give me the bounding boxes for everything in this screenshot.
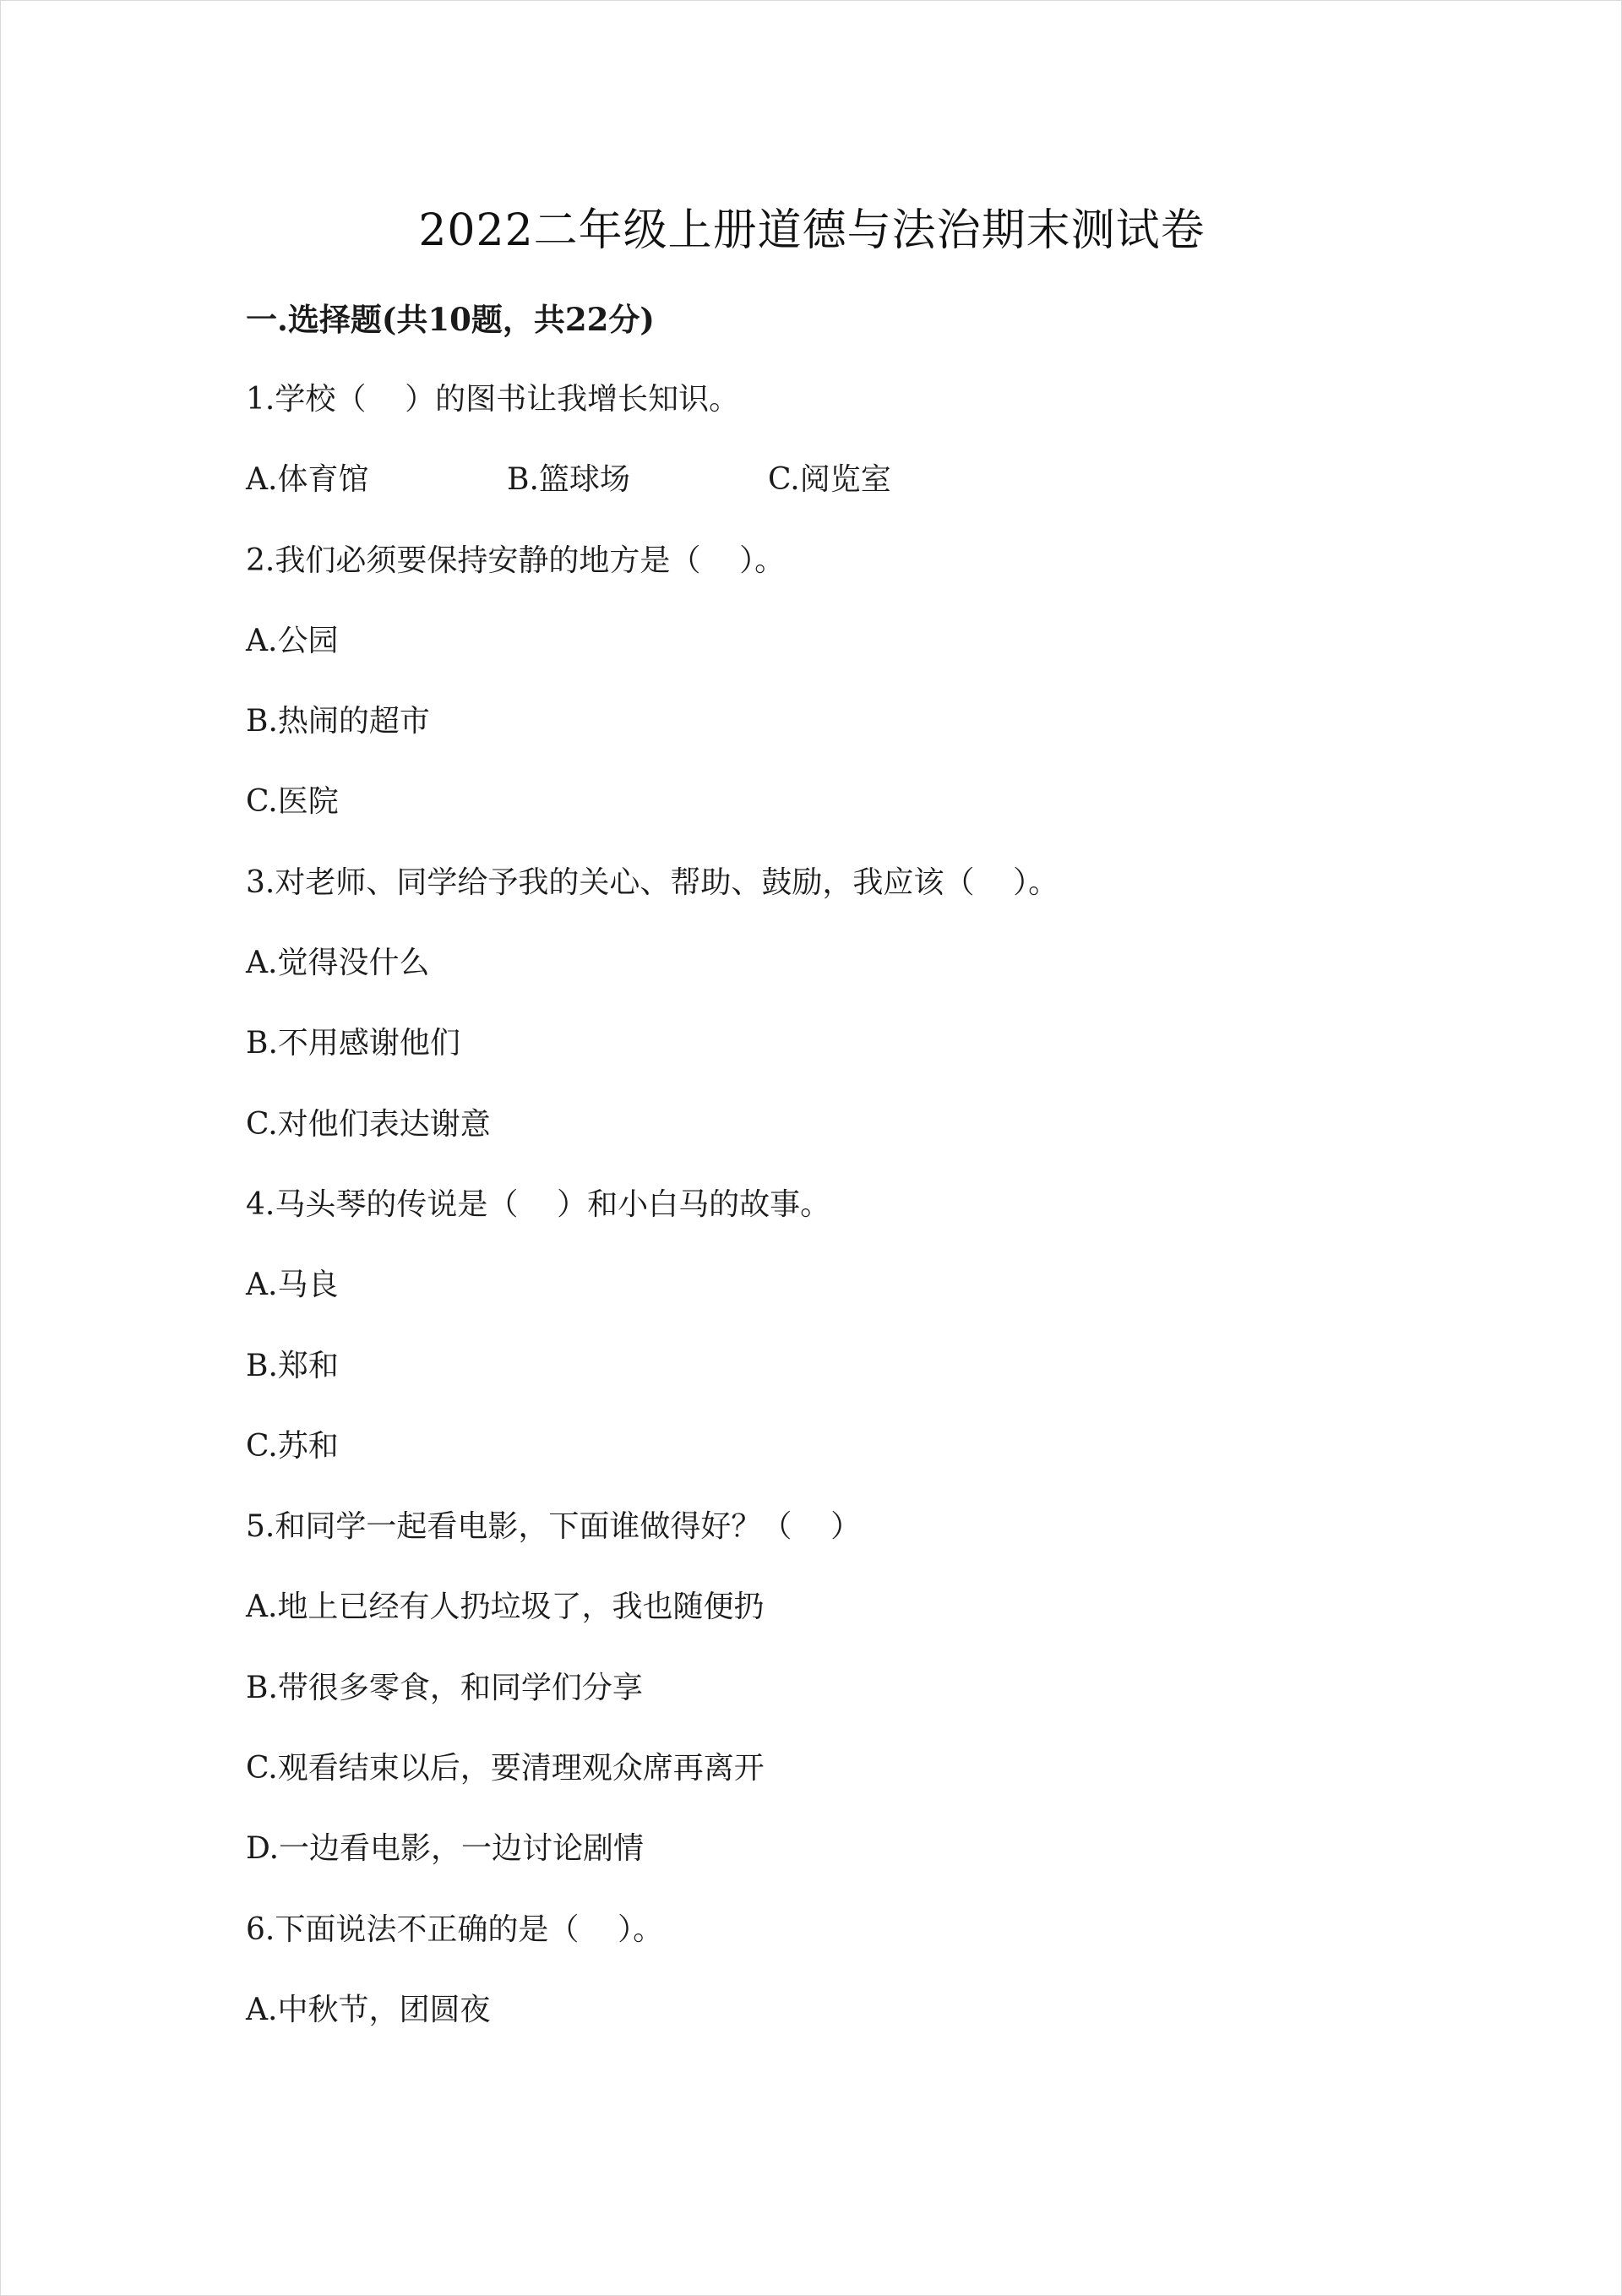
question-5-option-c: C.观看结束以后，要清理观众席再离开 bbox=[246, 1751, 765, 1786]
question-5-option-d: D.一边看电影，一边讨论剧情 bbox=[246, 1831, 645, 1867]
question-4-stem: 4.马头琴的传说是（ ）和小白马的故事。 bbox=[246, 1186, 831, 1222]
question-3-option-c: C.对他们表达谢意 bbox=[246, 1106, 491, 1142]
question-4-option-a: A.马良 bbox=[246, 1268, 339, 1303]
question-1-option-c: C.阅览室 bbox=[768, 462, 891, 498]
question-section bbox=[246, 292, 1513, 2063]
question-3-stem: 3.对老师、同学给予我的关心、帮助、鼓励，我应该（ ）。 bbox=[246, 864, 1059, 900]
question-6-option-a: A.中秋节，团圆夜 bbox=[246, 1992, 491, 2027]
question-3-option-b: B.不用感谢他们 bbox=[246, 1026, 460, 1061]
question-5-option-b: B.带很多零食，和同学们分享 bbox=[246, 1670, 643, 1705]
question-1-option-b: B.篮球场 bbox=[507, 462, 630, 498]
question-1-option-a: A.体育馆 bbox=[246, 462, 369, 498]
question-2-option-c: C.医院 bbox=[246, 784, 339, 820]
question-2-stem: 2.我们必须要保持安静的地方是（ ）。 bbox=[246, 543, 786, 578]
question-5-option-a: A.地上已经有人扔垃圾了，我也随便扔 bbox=[246, 1590, 765, 1625]
question-5-stem: 5.和同学一起看电影，下面谁做得好？（ ） bbox=[246, 1509, 862, 1545]
question-2-option-a: A.公园 bbox=[246, 623, 339, 658]
section-heading: 一.选择题(共10题，共22分) bbox=[246, 301, 655, 338]
question-2-option-b: B.热闹的超市 bbox=[246, 704, 430, 739]
question-6-stem: 6.下面说法不正确的是（ ）。 bbox=[246, 1912, 664, 1947]
question-1-stem: 1.学校（ ）的图书让我增长知识。 bbox=[246, 382, 740, 417]
question-3-option-a: A.觉得没什么 bbox=[246, 946, 430, 981]
question-4-option-b: B.郑和 bbox=[246, 1348, 339, 1383]
question-1-options bbox=[246, 452, 1513, 508]
document-title: 2022二年级上册道德与法治期末测试卷 bbox=[418, 205, 1206, 256]
question-4-option-c: C.苏和 bbox=[246, 1428, 339, 1464]
